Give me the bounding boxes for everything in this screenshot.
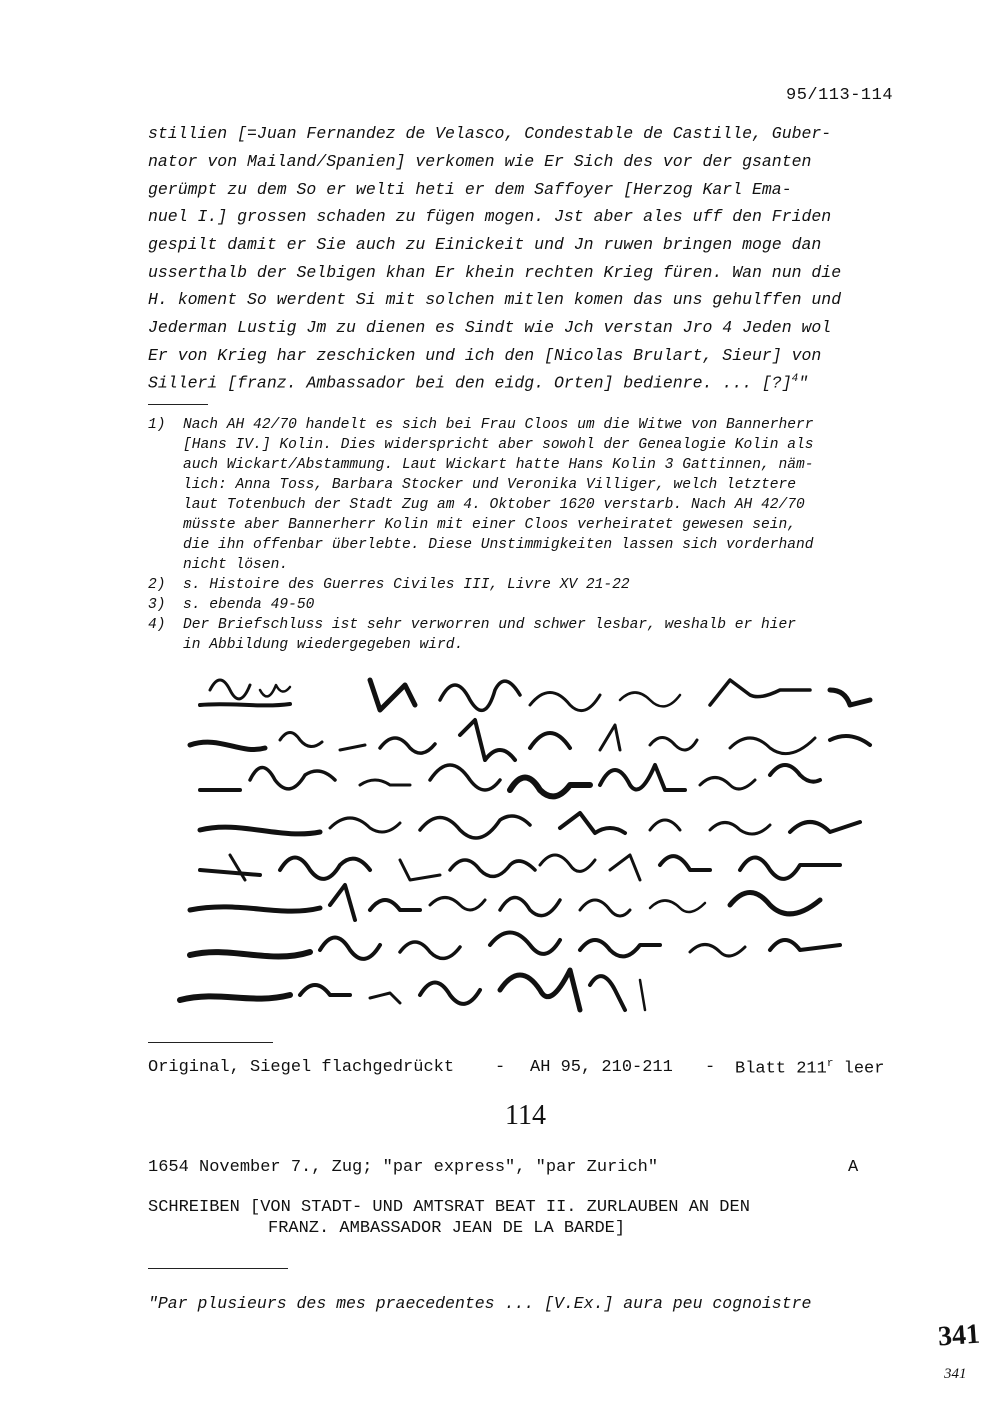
footnote-line: Der Briefschluss ist sehr verworren und schwer lesbar, weshalb er hier [183,617,797,633]
handwritten-closing-image [170,660,890,1040]
blatt-sup: r [826,1058,834,1070]
page-number: 95/113-114 [786,86,894,105]
letter-line: gerümpt zu dem So er welti heti er dem Saffoyer [Herzog Karl Ema- [148,180,792,199]
footnote-line: Nach AH 42/70 handelt es sich bei Frau Cloos um die Witwe von Bannerherr [183,417,814,433]
source-divider [148,1042,273,1043]
footnote-divider [148,404,208,405]
document-number: 114 [505,1100,546,1131]
source-dash: - [495,1058,506,1077]
letter-line: stillien [=Juan Fernandez de Velasco, Condestable de Castille, Guber- [148,124,832,143]
footnote-line: [Hans IV.] Kolin. Dies widerspricht aber sowohl der Genealogie Kolin als [183,437,814,453]
letter-line: nator von Mailand/Spanien] verkomen wie Er Sich des vor der gsanten [148,152,812,171]
date-line-letter: A [848,1158,859,1177]
letter-line: nuel I.] grossen schaden zu fügen mogen. Jst aber ales uff den Friden [148,207,832,226]
footnote-line: s. ebenda 49-50 [183,597,315,613]
letter-line-text: Silleri [franz. Ambassador bei den eidg. Orten] bedienre. ... [?] [148,373,792,393]
footnote-line: laut Totenbuch der Stadt Zug am 4. Oktober 1620 verstarb. Nach AH 42/70 [183,497,805,513]
footnote-line: nicht lösen. [183,557,289,573]
blatt-leer: leer [843,1059,885,1079]
heading-line: FRANZ. AMBASSADOR JEAN DE LA BARDE] [268,1219,626,1238]
footnote-number: 2) [148,577,166,593]
footnote-line: die ihn offenbar überlebte. Diese Unstimmigkeiten lassen sich vorderhand [183,537,814,553]
archive-stamp: 341 [936,1318,981,1353]
quote-line: "Par plusieurs des mes praecedentes ... [V.Ex.] aura peu cognoistre [148,1294,812,1313]
footnote-line: in Abbildung wiedergegeben wird. [183,637,464,653]
closing-quote: " [798,373,809,393]
source-archive: AH 95, 210-211 [530,1058,673,1077]
footnote-line: auch Wickart/Abstammung. Laut Wickart hatte Hans Kolin 3 Gattinnen, näm- [183,457,814,473]
footnote-line: lich: Anna Toss, Barbara Stocker und Veronika Villiger, welch letztere [183,477,797,493]
footnote-number: 1) [148,417,166,433]
footnote-line: s. Histoire des Guerres Civiles III, Livre XV 21-22 [183,577,630,593]
blatt-text: Blatt 211 [735,1059,827,1079]
source-blatt [735,1058,884,1079]
letter-line-last [148,373,808,393]
footnote-line: müsste aber Bannerherr Kolin mit einer Cloos verheiratet gewesen sein, [183,517,797,533]
footnote-number: 3) [148,597,166,613]
quote-divider [148,1268,288,1269]
letter-line: Jederman Lustig Jm zu dienen es Sindt wie Jch verstan Jro 4 Jeden wol [148,318,832,337]
letter-line: usserthalb der Selbigen khan Er khein rechten Krieg füren. Wan nun die [148,263,842,282]
archive-stamp-small: 341 [944,1366,967,1382]
letter-line: Er von Krieg har zeschicken und ich den [Nicolas Brulart, Sieur] von [148,346,822,365]
source-original: Original, Siegel flachgedrückt [148,1058,455,1077]
footnote-ref: 4 [791,373,799,385]
letter-line: H. koment So werdent Si mit solchen mitlen komen das uns gehulffen und [148,290,842,309]
heading-line: SCHREIBEN [VON STADT- UND AMTSRAT BEAT II. ZURLAUBEN AN DEN [148,1198,750,1217]
footnote-number: 4) [148,617,166,633]
letter-line: gespilt damit er Sie auch zu Einickeit und Jn ruwen bringen moge dan [148,235,822,254]
date-line: 1654 November 7., Zug; "par express", "par Zurich" [148,1158,659,1177]
source-dash: - [705,1058,716,1077]
